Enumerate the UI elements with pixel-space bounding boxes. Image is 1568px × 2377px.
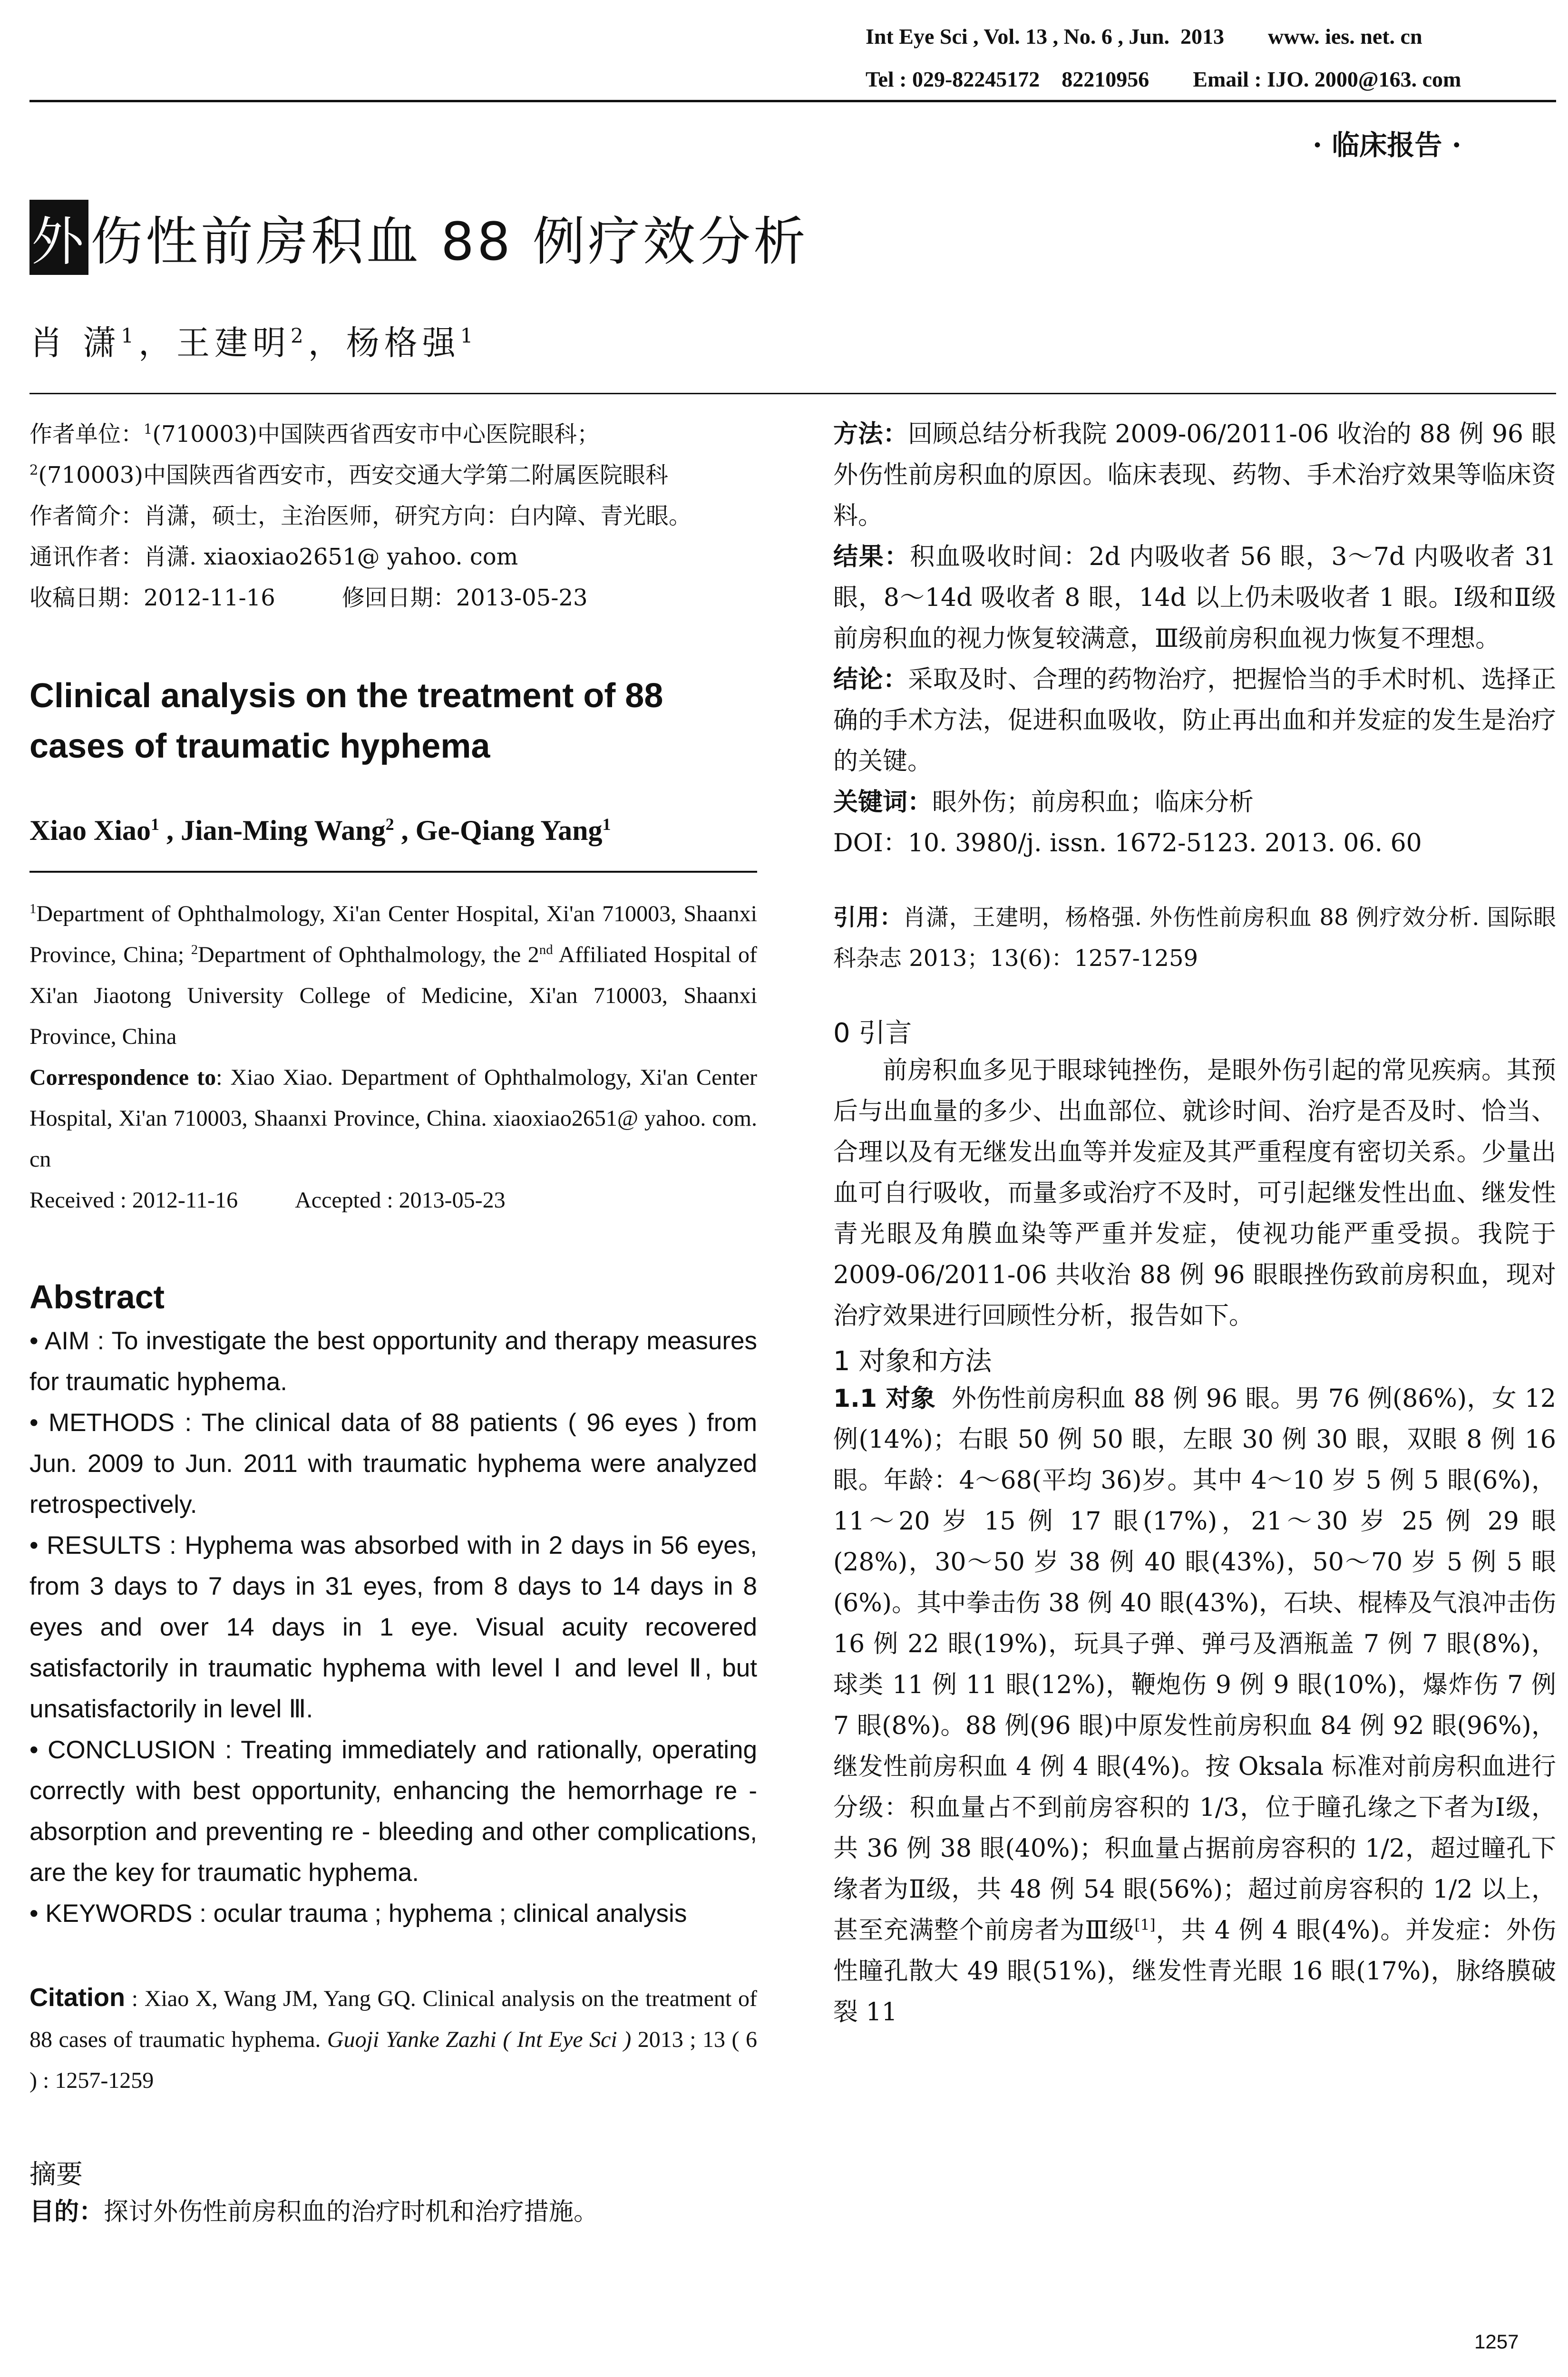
reference-1: [1] xyxy=(1134,1916,1156,1934)
en-authors-rule xyxy=(29,871,757,873)
title-first-char: 外 xyxy=(29,200,88,275)
en-authors: Xiao Xiao$^1$ , Jian-Ming Wang$^2$ , Ge-Qiang Yang$^1$ xyxy=(29,815,611,846)
page-number: 1257 xyxy=(1474,2330,1519,2353)
authors-rule xyxy=(29,393,1556,394)
left-column xyxy=(29,414,757,2232)
section-1-1-body: 1.1 对象 外伤性前房积血 88 例 96 眼。男 76 例(86%)，女 12 例(14%)；右眼 50 例 50 眼，左眼 30 例 30 眼，双眼 8 例 16 眼。年龄：4～68(平均 36)岁。其中 4～10 岁 5 例 5 眼(6%)，11～20 岁 15 例 17 眼(17%)，21～30 岁 25 例 29 眼(28%)，30～50 岁 38 例 40 眼(43%)，50～70 岁 5 例 5 眼(6%)。其中拳击伤 38 例 40 眼(43%)，石块、棍棒及气浪冲击伤 16 例 22 眼(19%)，玩具子弹、弹弓及酒瓶盖 7 例 7 眼(8%)，球类 11 例 11 眼(12%)，鞭炮伤 9 例 9 眼(10%)，爆炸伤 7 例 7 眼(8%)。88 例(96 眼)中原发性前房积血 84 例 92 眼(96%)，继发性前房积血 4 例 4 眼(4%)。按 Oksala 标准对前房积血进行分级：积血量占不到前房容积的 1/3，位于瞳孔缘之下者为Ⅰ级，共 36 例 38 眼(40%)；积血量占据前房容积的 1/2，超过瞳孔下缘者为Ⅱ级，共 48 例 54 眼(56%)；超过前房容积的 1/2 以上，甚至充满整个前房者为Ⅲ级[1]，共 4 例 4 眼(4%)。并发症：外伤性瞳孔散大 49 眼(51%)，继发性青光眼 16 眼(17%)，脉络膜破裂 11 xyxy=(833,1384,1557,2026)
journal-header-line2: Tel : 029-82245172 82210956 Email : IJO. 2000@163. com xyxy=(866,67,1461,91)
header-rule xyxy=(29,100,1556,102)
author-affiliation: 作者单位：$^1$(710003)中国陕西省西安市中心医院眼科； $^2$(710003)中国陕西省西安市，西安交通大学第二附属医院眼科 xyxy=(29,421,669,488)
section-1-heading: 1 对象和方法 xyxy=(833,1346,992,1377)
author-3: 杨格强 xyxy=(346,323,460,362)
author-3-sup: 1 xyxy=(460,324,478,348)
doi: DOI：10. 3980/j. issn. 1672-5123. 2013. 06. 60 xyxy=(833,829,1422,857)
cn-author-info xyxy=(29,414,757,618)
corresponding-author: 通讯作者：肖潇. xiaoxiao2651@ yahoo. com xyxy=(29,544,518,570)
abstract-conclusion: • CONCLUSION : Treating immediately and rationally, operating correctly with best opportunity, enhancing the hemorrhage re - absorption and preventing re - bleeding and other complications, are the key for traumatic hyphema. xyxy=(29,1736,757,1887)
cn-abstract xyxy=(833,414,1556,864)
author-1: 肖 潇 xyxy=(29,323,121,362)
author-2-sup: 2 xyxy=(291,324,308,348)
journal-header-line1: Int Eye Sci , Vol. 13 , No. 6 , Jun. 2013 www. ies. net. cn xyxy=(866,24,1422,49)
conclusion-cn: 结论：采取及时、合理的药物治疗，把握恰当的手术时机、选择正确的手术方法，促进积血吸收，防止再出血和并发症的发生是治疗的关键。 xyxy=(833,665,1556,776)
cn-title xyxy=(29,200,808,275)
section-0-heading: 0 引言 xyxy=(833,1018,912,1049)
results-cn: 结果：积血吸收时间：2d 内吸收者 56 眼，3～7d 内吸收者 31 眼，8～14d 吸收者 8 眼，14d 以上仍未吸收者 1 眼。Ⅰ级和Ⅱ级前房积血的视力恢复较满意，Ⅲ级前房积血视力恢复不理想。 xyxy=(833,543,1556,653)
correspondence: Correspondence to: Xiao Xiao. Department of Ophthalmology, Xi'an Center Hospital, Xi'an 710003, Shaanxi Province, China. xiaoxiao2651@ yahoo. com. cn xyxy=(29,1065,758,1172)
abstract-results: • RESULTS : Hyphema was absorbed with in 2 days in 56 eyes, from 3 days to 7 days in 31 eyes, from 8 days to 14 days in 8 eyes and over 14 days in 1 eye. Visual acuity recovered satisfactorily in traumatic hyphema with level Ⅰ and level Ⅱ, but unsatisfactorily in level Ⅲ. xyxy=(29,1531,757,1723)
title-rest: 伤性前房积血 88 例疗效分析 xyxy=(90,211,808,272)
citation-en: Citation : Xiao X, Wang JM, Yang GQ. Clinical analysis on the treatment of 88 cases of traumatic hyphema. Guoji Yanke Zazhi ( Int Eye Sci ) 2013 ; 13 ( 6 ) : 1257-1259 xyxy=(29,1983,757,2093)
en-affiliation: $^1$Department of Ophthalmology, Xi'an Center Hospital, Xi'an 710003, Shaanxi Province, China; $^2$Department of Ophthalmology, the 2nd Affiliated Hospital of Xi'an Jiaotong University College of Medicine, Xi'an 710003, Shaanxi Province, China Correspondence to: Xiao Xiao. Department of Ophthalmology, Xi'an Center Hospital, Xi'an 710003, Shaanxi Province, China. xiaoxiao2651@ yahoo. com. cn Received : 2012-11-16 Accepted : 2013-05-23 xyxy=(29,894,757,1221)
author-2: 王建明 xyxy=(176,323,291,362)
abstract-body xyxy=(29,1321,757,1934)
keywords-cn: 关键词：眼外伤；前房积血；临床分析 xyxy=(833,788,1254,817)
abstract-keywords: • KEYWORDS : ocular trauma ; hyphema ; clinical analysis xyxy=(29,1900,687,1928)
dates: 收稿日期：2012-11-16 修回日期：2013-05-23 xyxy=(29,585,588,611)
en-title: Clinical analysis on the treatment of 88 cases of traumatic hyphema xyxy=(29,677,663,765)
author-profile: 作者简介：肖潇，硕士，主治医师，研究方向：白内障、青光眼。 xyxy=(29,503,692,529)
methods-cn: 方法：回顾总结分析我院 2009-06/2011-06 收治的 88 例 96 眼外伤性前房积血的原因。临床表现、药物、手术治疗效果等临床资料。 xyxy=(833,420,1556,530)
abstract-methods: • METHODS : The clinical data of 88 patients ( 96 eyes ) from Jun. 2009 to Jun. 2011 with traumatic hyphema were analyzed retrospectively. xyxy=(29,1409,757,1519)
section-0-body: 前房积血多见于眼球钝挫伤，是眼外伤引起的常见疾病。其预后与出血量的多少、出血部位、就诊时间、治疗是否及时、恰当、合理以及有无继发出血等并发症及其严重程度有密切关系。少量出血可自行吸收，而量多或治疗不及时，可引起继发性出血、继发性青光眼及角膜血染等严重并发症，使视功能严重受损。我院于 2009-06/2011-06 共收治 88 例 96 眼眼挫伤致前房积血，现对治疗效果进行回顾性分析，报告如下。 xyxy=(833,1056,1556,1330)
citation-cn: 引用：肖潇，王建明，杨格强. 外伤性前房积血 88 例疗效分析. 国际眼科杂志 2013；13(6)：1257-1259 xyxy=(833,904,1556,972)
received-accepted: Received : 2012-11-16 Accepted : 2013-05-23 xyxy=(29,1188,506,1213)
cn-authors: 肖 潇$^1$，王建明$^2$，杨格强$^1$ xyxy=(29,323,478,362)
author-1-sup: 1 xyxy=(121,324,138,348)
section-tag: · 临床报告 · xyxy=(1313,129,1461,161)
abstract-aim: • AIM : To investigate the best opportunity and therapy measures for traumatic hyphema. xyxy=(29,1327,757,1396)
right-column xyxy=(833,414,1556,2033)
objective-cn: 目的：探讨外伤性前房积血的治疗时机和治疗措施。 xyxy=(29,2198,599,2226)
abstract-title: Abstract xyxy=(29,1278,165,1315)
zhaiyao-heading: 摘要 xyxy=(29,2159,83,2190)
